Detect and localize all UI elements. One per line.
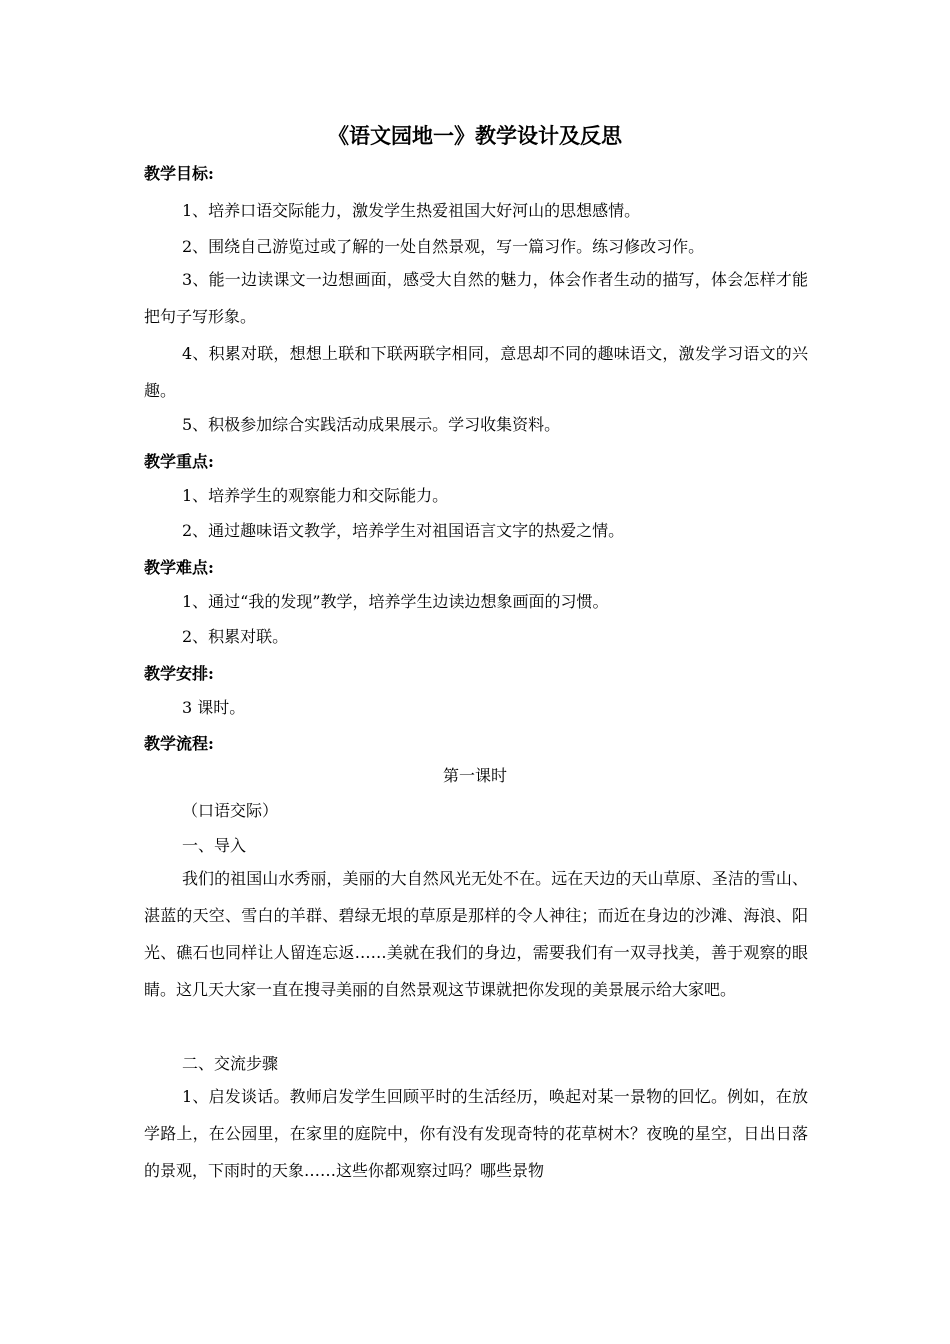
goals-heading: 教学目标: xyxy=(144,164,214,183)
goal-item-4: 4、积累对联，想想上联和下联两联字相同，意思却不同的趣味语文，激发学习语文的兴趣。 xyxy=(144,344,808,400)
step-two-paragraph: 1、启发谈话。教师启发学生回顾平时的生活经历，唤起对某一景物的回忆。例如，在放学路上，在公园里，在家里的庭院中，你有没有发现奇特的花草树木？夜晚的星空，日出日落的景观，下雨时的天象……这些你都观察过吗？哪些景物 xyxy=(144,1087,808,1180)
key-points-heading: 教学重点: xyxy=(144,452,214,471)
intro-paragraph: 我们的祖国山水秀丽，美丽的大自然风光无处不在。远在天边的天山草原、圣洁的雪山、湛蓝的天空、雪白的羊群、碧绿无垠的草原是那样的令人神往；而近在身边的沙滩、海浪、阳光、礁石也同样让人留连忘返……美就在我们的身边，需要我们有一双寻找美，善于观察的眼睛。这几天大家一直在搜寻美丽的自然景观这节课就把你发现的美景展示给大家吧。 xyxy=(144,869,808,999)
goal-item-1: 1、培养口语交际能力，激发学生热爱祖国大好河山的思想感情。 xyxy=(182,201,641,220)
document-title: 《语文园地一》教学设计及反思 xyxy=(328,123,622,148)
key-point-1: 1、培养学生的观察能力和交际能力。 xyxy=(182,486,449,505)
goal-item-5: 5、积极参加综合实践活动成果展示。学习收集资料。 xyxy=(182,415,561,434)
difficulty-heading: 教学难点: xyxy=(144,558,214,577)
step-two-heading: 二、交流步骤 xyxy=(182,1054,279,1073)
goal-item-3: 3、能一边读课文一边想画面，感受大自然的魅力，体会作者生动的描写，体会怎样才能把句子写形象。 xyxy=(144,270,808,326)
process-heading: 教学流程: xyxy=(144,734,214,753)
schedule-text: 3 课时。 xyxy=(182,698,246,717)
key-point-2: 2、通过趣味语文教学，培养学生对祖国语言文字的热爱之情。 xyxy=(182,521,625,540)
schedule-heading: 教学安排: xyxy=(144,664,214,683)
lesson-title: 第一课时 xyxy=(442,766,507,785)
section-oral-label: （口语交际） xyxy=(182,801,279,820)
goal-item-2: 2、围绕自己游览过或了解的一处自然景观，写一篇习作。练习修改习作。 xyxy=(182,237,705,256)
difficulty-2: 2、积累对联。 xyxy=(182,627,289,646)
difficulty-1: 1、通过“我的发现”教学，培养学生边读边想象画面的习惯。 xyxy=(182,592,609,611)
step-one-heading: 一、导入 xyxy=(182,836,247,855)
